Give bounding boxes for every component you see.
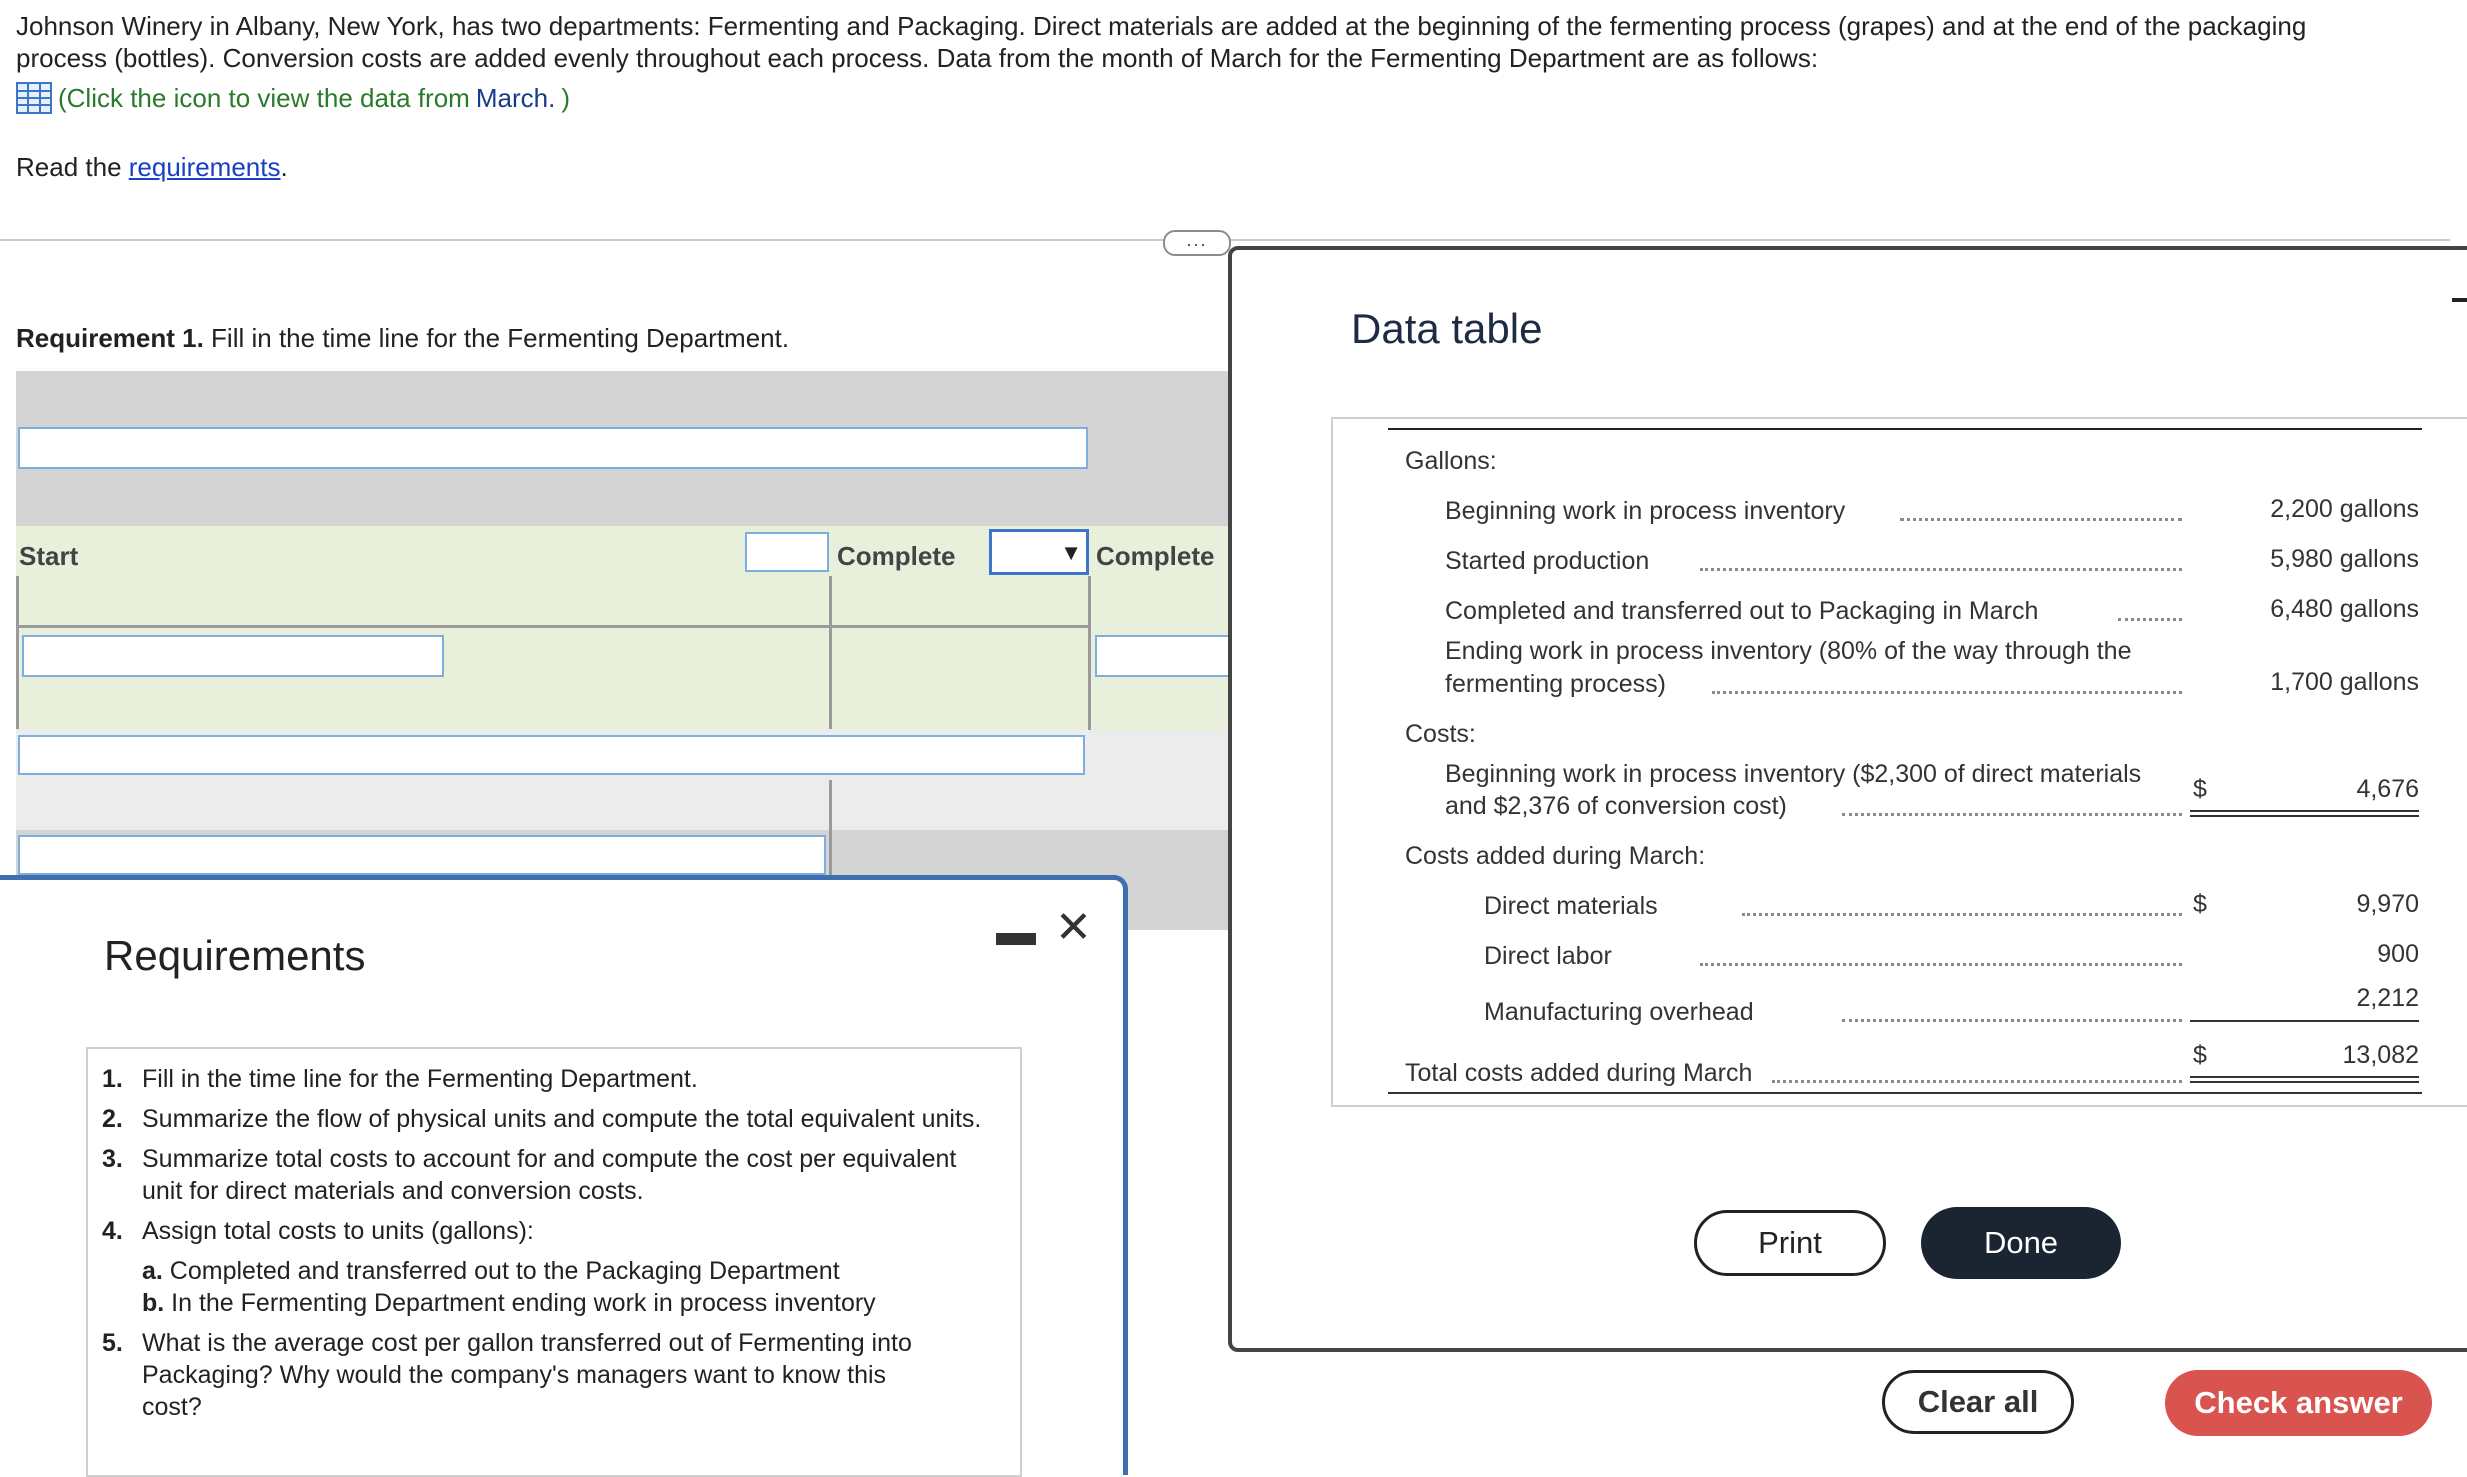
- started-value: 5,980 gallons: [2270, 545, 2419, 573]
- cost-beg-label-line-2: and $2,376 of conversion cost): [1445, 792, 1787, 820]
- cost-beg-double-rule: [2190, 810, 2419, 812]
- cost-beg-double-rule: [2190, 815, 2419, 817]
- dot-leader: [1772, 1080, 2182, 1083]
- req-num: 5.: [102, 1329, 123, 1357]
- total-dollar: $: [2193, 1041, 2207, 1069]
- view-data-link[interactable]: [16, 82, 570, 114]
- req-text: Summarize the flow of physical units and compute the total equivalent units.: [142, 1105, 982, 1133]
- dm-value: 9,970: [2356, 890, 2419, 918]
- req-num: 3.: [102, 1145, 123, 1173]
- data-table-top-rule: [1388, 428, 2422, 430]
- requirement-1-bold: Requirement 1.: [16, 323, 204, 353]
- dot-leader: [1900, 518, 2182, 521]
- read-requirements: [16, 151, 288, 183]
- added-header: Costs added during March:: [1405, 842, 1706, 870]
- gallons-header: Gallons:: [1405, 447, 1497, 475]
- dot-leader: [1700, 568, 2182, 571]
- chevron-down-icon: ▼: [1060, 540, 1082, 565]
- total-label: Total costs added during March: [1405, 1059, 1753, 1087]
- complete-label-2: Complete: [1096, 541, 1215, 571]
- total-value: 13,082: [2342, 1041, 2419, 1069]
- dot-leader: [1842, 813, 2182, 816]
- requirement-item: [102, 1327, 1002, 1423]
- dl-label: Direct labor: [1484, 942, 1612, 970]
- ending-label-line-2: fermenting process): [1445, 670, 1666, 698]
- problem-statement: Johnson Winery in Albany, New York, has two departments: Fermenting and Packaging. Direct materials are added at the beginning of the fermenting process (grapes) and at the end of the packaging process (bottles). Conversion costs are added evenly throughout each process. Data from the month of March for the Fermenting Department are as follows:: [16, 11, 2307, 73]
- print-button[interactable]: Print: [1694, 1210, 1886, 1276]
- cost-beg-dollar: $: [2193, 775, 2207, 803]
- sub-a-letter: a.: [142, 1257, 163, 1285]
- requirements-list: [102, 1063, 1002, 1431]
- ending-label-line-1: Ending work in process inventory (80% of the way through the: [1445, 637, 2132, 665]
- cost-beg-label-line-1: Beginning work in process inventory ($2,300 of direct materials: [1445, 760, 2142, 788]
- requirement-item: [102, 1143, 1002, 1207]
- click-prefix: (Click the icon to view the data from: [58, 83, 470, 113]
- moh-sum-rule: [2190, 1020, 2419, 1022]
- req-text: Fill in the time line for the Fermenting Department.: [142, 1065, 698, 1093]
- req-num: 1.: [102, 1065, 123, 1093]
- click-month: March.: [475, 83, 556, 113]
- total-double-rule: [2190, 1076, 2419, 1078]
- req-text: Assign total costs to units (gallons):: [142, 1217, 534, 1245]
- total-double-rule: [2190, 1081, 2419, 1083]
- timeline-ending-tick: [829, 780, 832, 875]
- sub-b-text: In the Fermenting Department ending work in process inventory: [164, 1289, 876, 1317]
- dm-label: Direct materials: [1484, 892, 1658, 920]
- req-num: 4.: [102, 1217, 123, 1245]
- timeline-mid-tick: [829, 576, 832, 729]
- timeline-title-input[interactable]: [18, 427, 1088, 469]
- requirement-item: [102, 1063, 1002, 1095]
- minimize-icon[interactable]: ▬: [996, 910, 1036, 954]
- sub-a-text: Completed and transferred out to the Packaging Department: [162, 1257, 840, 1285]
- beg-wip-label: Beginning work in process inventory: [1445, 497, 1846, 525]
- data-table-bottom-rule: [1388, 1092, 2422, 1094]
- requirements-title: Requirements: [104, 932, 366, 979]
- dot-leader: [1712, 691, 2182, 694]
- timeline-axis: [16, 625, 1091, 628]
- requirement-1-heading: [16, 323, 789, 354]
- requirement-sub-b: [102, 1287, 1002, 1319]
- requirement-sub-a: [102, 1255, 1002, 1287]
- more-options-button[interactable]: ...: [1163, 230, 1231, 256]
- dl-value: 900: [2377, 940, 2419, 968]
- costs-header: Costs:: [1405, 720, 1476, 748]
- requirement-1-text: Fill in the time line for the Fermenting Department.: [203, 323, 790, 353]
- read-suffix: .: [280, 152, 288, 182]
- data-table-icon[interactable]: [16, 82, 52, 114]
- completed-label: Completed and transferred out to Packaging in March: [1445, 597, 2039, 625]
- click-suffix: ): [561, 83, 570, 113]
- started-label: Started production: [1445, 547, 1650, 575]
- req-text: Summarize total costs to account for and compute the cost per equivalent unit for direct materials and conversion costs.: [142, 1145, 957, 1205]
- requirements-link[interactable]: requirements: [128, 152, 281, 182]
- done-button[interactable]: Done: [1921, 1207, 2121, 1279]
- dot-leader: [1742, 913, 2182, 916]
- start-units-input[interactable]: [745, 532, 829, 572]
- completed-value: 6,480 gallons: [2270, 595, 2419, 623]
- ending-value: 1,700 gallons: [2270, 668, 2419, 696]
- read-prefix: Read the: [16, 152, 129, 182]
- moh-label: Manufacturing overhead: [1484, 998, 1754, 1026]
- dot-leader: [2118, 618, 2182, 621]
- req-num: 2.: [102, 1105, 123, 1133]
- req-text: What is the average cost per gallon transferred out of Fermenting into Packaging? Why would the company's managers want to know this cost?: [142, 1329, 912, 1421]
- timeline-ending-input[interactable]: [18, 835, 826, 875]
- dm-dollar: $: [2193, 890, 2207, 918]
- requirement-item: [102, 1215, 1002, 1247]
- moh-value: 2,212: [2356, 984, 2419, 1012]
- complete-label-1: Complete: [837, 541, 956, 571]
- start-beg-wip-input[interactable]: [22, 635, 444, 677]
- start-label: Start: [19, 541, 79, 571]
- data-table-title: Data table: [1351, 305, 1543, 352]
- timeline-start-tick: [16, 576, 19, 729]
- window-edge-marker: [2452, 298, 2467, 302]
- check-answer-button[interactable]: Check answer: [2165, 1370, 2432, 1436]
- close-icon[interactable]: ✕: [1055, 903, 1092, 952]
- complete-transferred-input[interactable]: [1095, 635, 1235, 677]
- complete-select[interactable]: [989, 529, 1089, 575]
- beg-wip-value: 2,200 gallons: [2270, 495, 2419, 523]
- timeline-started-input[interactable]: [18, 735, 1085, 775]
- cost-beg-value: 4,676: [2356, 775, 2419, 803]
- dot-leader: [1842, 1019, 2182, 1022]
- sub-b-letter: b.: [142, 1289, 165, 1317]
- clear-all-button[interactable]: Clear all: [1882, 1370, 2074, 1434]
- requirement-item: [102, 1103, 1002, 1135]
- dot-leader: [1700, 963, 2182, 966]
